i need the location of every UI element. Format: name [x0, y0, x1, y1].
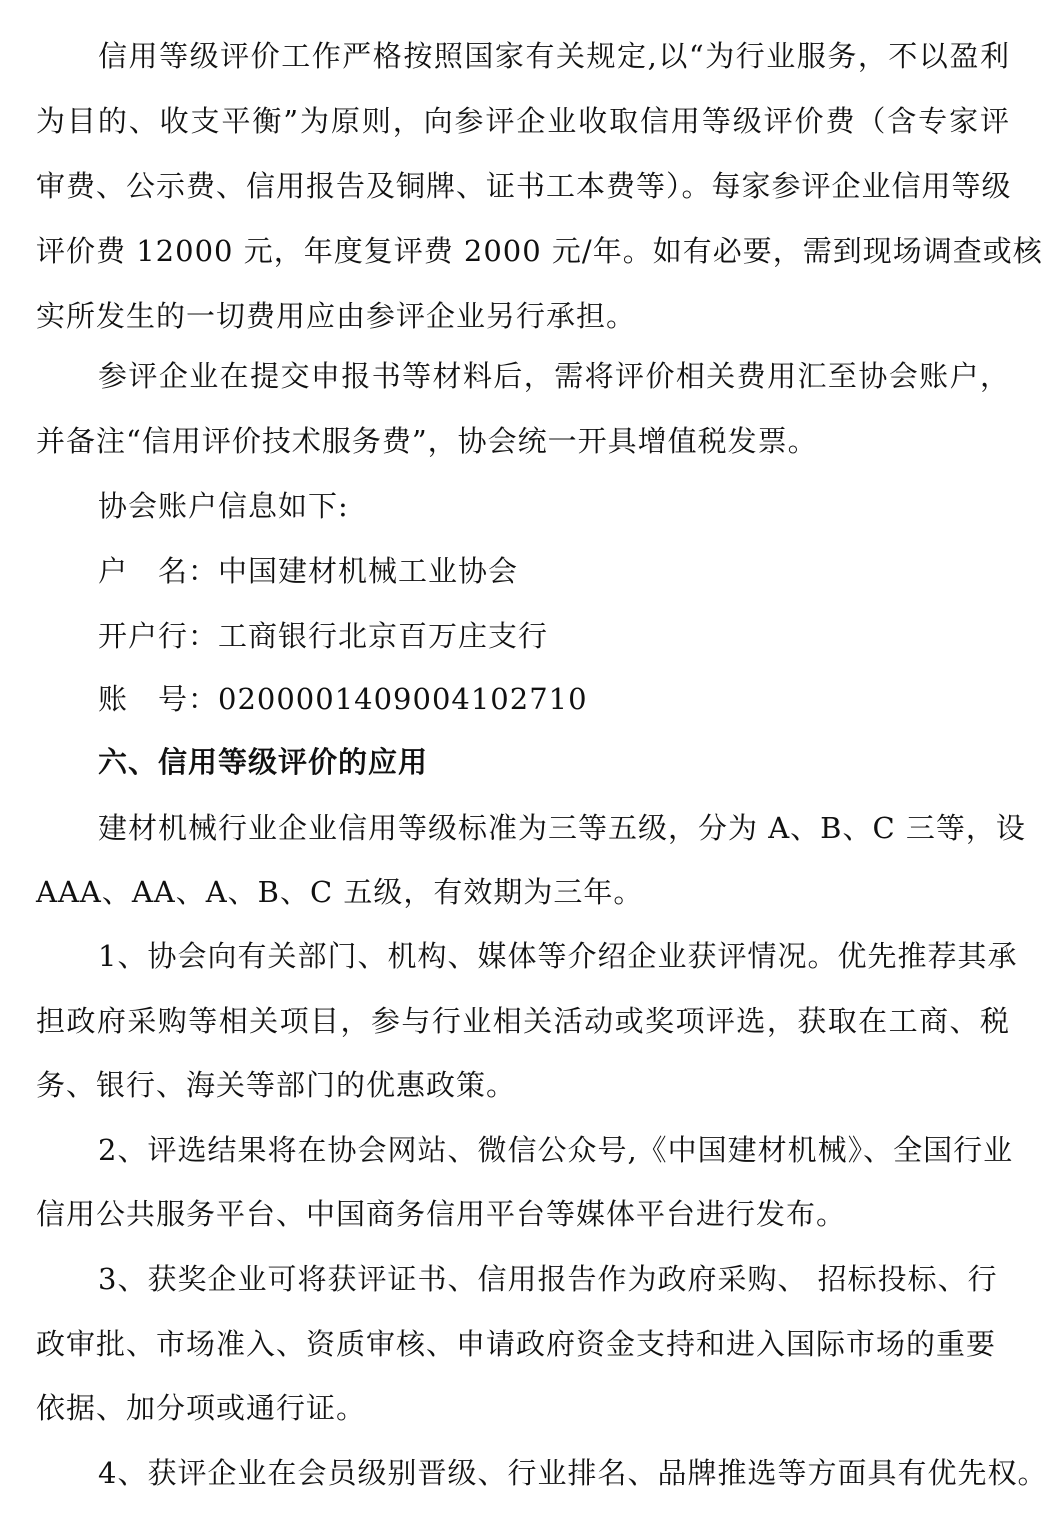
section-heading: 六、信用等级评价的应用 [98, 745, 429, 779]
account-name: 户 名：中国建材机械工业协会 [98, 554, 519, 588]
para3-line1: 建材机械行业企业信用等级标准为三等五级，分为 A、B、C 三等，设 [98, 811, 1026, 845]
para1-line5: 实所发生的一切费用应由参评企业另行承担。 [36, 299, 637, 333]
account-number: 账 号：0200001409004102710 [98, 682, 588, 716]
item3-line2: 政审批、市场准入、资质审核、申请政府资金支持和进入国际市场的重要 [36, 1327, 997, 1361]
item1-line2: 担政府采购等相关项目，参与行业相关活动或奖项评选，获取在工商、税 [36, 1004, 1010, 1038]
account-bank: 开户行：工商银行北京百万庄支行 [98, 619, 549, 653]
para2-line2: 并备注“信用评价技术服务费”，协会统一开具增值税发票。 [36, 424, 818, 458]
para3-line2: AAA、AA、A、B、C 五级，有效期为三年。 [36, 875, 644, 909]
para1-line2: 为目的、收支平衡”为原则，向参评企业收取信用等级评价费（含专家评 [36, 104, 1010, 138]
para1-line3: 审费、公示费、信用报告及铜牌、证书工本费等）。每家参评企业信用等级 [36, 169, 1012, 203]
item4-line1: 4、获评企业在会员级别晋级、行业排名、品牌推选等方面具有优先权。 [98, 1456, 1048, 1490]
para1-line4: 评价费 12000 元，年度复评费 2000 元/年。如有必要，需到现场调查或核 [36, 234, 1043, 268]
account-info-intro: 协会账户信息如下: [98, 489, 349, 523]
item1-line1: 1、协会向有关部门、机构、媒体等介绍企业获评情况。优先推荐其承 [98, 939, 1018, 973]
item2-line2: 信用公共服务平台、中国商务信用平台等媒体平台进行发布。 [36, 1197, 847, 1231]
item3-line1: 3、获奖企业可将获评证书、信用报告作为政府采购、 招标投标、行 [98, 1262, 998, 1296]
item1-line3: 务、银行、海关等部门的优惠政策。 [36, 1068, 517, 1102]
item3-line3: 依据、加分项或通行证。 [36, 1391, 367, 1425]
para2-line1: 参评企业在提交申报书等材料后，需将评价相关费用汇至协会账户， [98, 359, 1010, 393]
para1-line1: 信用等级评价工作严格按照国家有关规定,以“为行业服务，不以盈利 [98, 39, 1010, 73]
item2-line1: 2、评选结果将在协会网站、微信公众号,《中国建材机械》、全国行业 [98, 1133, 1014, 1167]
